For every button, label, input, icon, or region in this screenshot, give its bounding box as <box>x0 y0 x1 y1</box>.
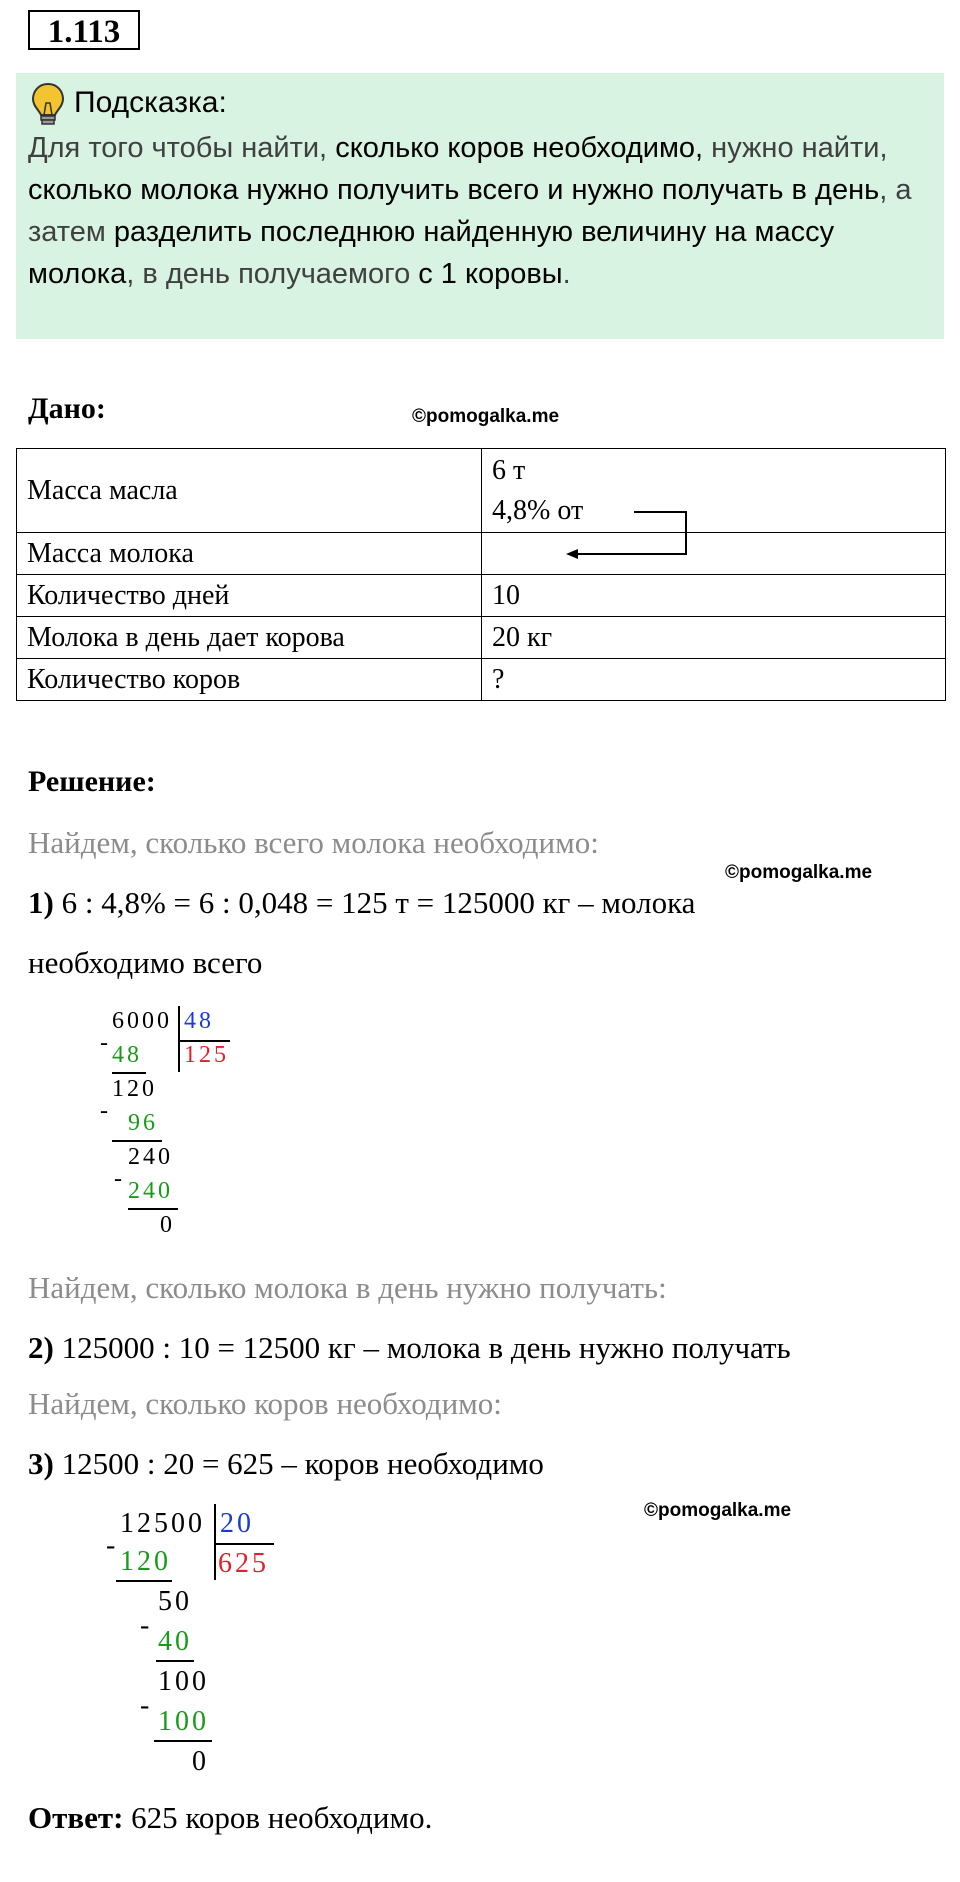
division-row: 240 <box>128 1144 173 1170</box>
division-dividend: 6000 <box>112 1008 172 1034</box>
watermark: ©pomogalka.me <box>412 406 560 427</box>
table-row <box>17 659 946 701</box>
division-row: 100 <box>158 1706 209 1737</box>
division-row: 50 <box>158 1586 192 1617</box>
division-quotient: 625 <box>218 1548 269 1579</box>
lightbulb-icon <box>30 81 66 127</box>
table-cell-value: 6 т 4,8% от <box>482 449 946 533</box>
division-divisor: 48 <box>184 1008 214 1034</box>
table-row <box>17 617 946 659</box>
table-cell-value: 10 <box>482 575 946 617</box>
table-cell-label: Масса масла <box>17 449 482 533</box>
division-row: 48 <box>112 1042 142 1068</box>
step-intro: Найдем, сколько всего молока необходимо: <box>28 825 599 860</box>
given-table <box>16 448 946 701</box>
division-divisor: 20 <box>220 1508 254 1539</box>
given-heading: Дано: <box>28 392 106 425</box>
division-row: 96 <box>128 1110 158 1136</box>
watermark: ©pomogalka.me <box>725 862 873 883</box>
division-row: 120 <box>120 1546 171 1577</box>
minus-sign: - <box>114 1166 125 1192</box>
division-row: 0 <box>192 1746 209 1777</box>
task-number: 1.113 <box>28 10 140 50</box>
minus-sign: - <box>140 1690 153 1721</box>
step-equation-continued: необходимо всего <box>28 945 263 980</box>
hint-box <box>16 73 944 339</box>
arrow-icon <box>560 500 700 570</box>
table-cell-value: ? <box>482 659 946 701</box>
solution-heading: Решение: <box>28 765 156 798</box>
division-row: 40 <box>158 1626 192 1657</box>
step-equation: 1) 6 : 4,8% = 6 : 0,048 = 125 т = 125000 кг – молока <box>28 885 696 920</box>
table-cell-label: Количество дней <box>17 575 482 617</box>
step-equation: 3) 12500 : 20 = 625 – коров необходимо <box>28 1446 544 1481</box>
minus-sign: - <box>106 1530 119 1561</box>
division-quotient: 125 <box>184 1042 229 1068</box>
division-row: 120 <box>112 1076 157 1102</box>
table-row <box>17 449 946 533</box>
minus-sign: - <box>100 1098 111 1124</box>
table-row <box>17 575 946 617</box>
table-cell-label: Количество коров <box>17 659 482 701</box>
table-row <box>17 533 946 575</box>
minus-sign: - <box>100 1030 111 1056</box>
division-row: 100 <box>158 1666 209 1697</box>
step-equation: 2) 125000 : 10 = 12500 кг – молока в день нужно получать <box>28 1330 791 1365</box>
division-row: 240 <box>128 1178 173 1204</box>
division-dividend: 12500 <box>120 1508 205 1539</box>
hint-text: Для того чтобы найти, сколько коров необходимо, нужно найти, сколько молока нужно получить всего и нужно получать в день, а затем разделить последнюю найденную величину на массу молока, в день получаемого с 1 коровы. <box>28 132 912 290</box>
watermark: ©pomogalka.me <box>644 1500 792 1521</box>
step-intro: Найдем, сколько коров необходимо: <box>28 1386 502 1421</box>
minus-sign: - <box>140 1610 153 1641</box>
step-intro: Найдем, сколько молока в день нужно получать: <box>28 1270 667 1305</box>
answer: Ответ: 625 коров необходимо. <box>28 1800 433 1835</box>
division-row: 0 <box>160 1212 175 1238</box>
table-cell-value <box>482 533 946 575</box>
table-cell-value: 20 кг <box>482 617 946 659</box>
hint-title: Подсказка: <box>74 86 227 119</box>
table-cell-label: Масса молока <box>17 533 482 575</box>
table-cell-label: Молока в день дает корова <box>17 617 482 659</box>
